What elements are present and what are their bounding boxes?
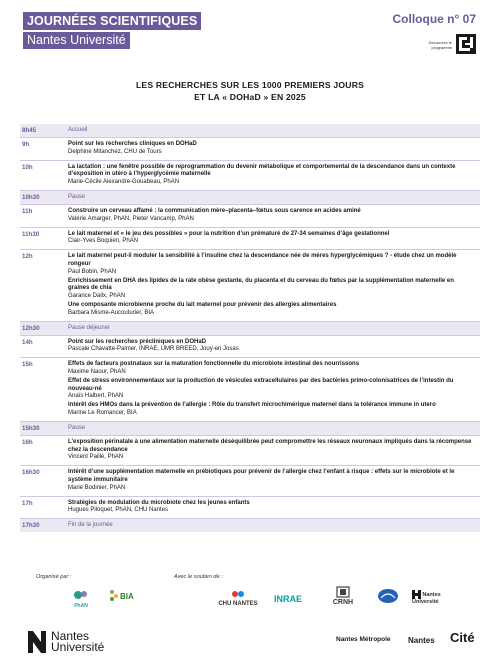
session-content xyxy=(68,466,480,495)
talk xyxy=(68,469,476,492)
session-content xyxy=(68,205,480,227)
colloque-number: Colloque n° 07 xyxy=(392,12,476,26)
session-content: Pause xyxy=(68,424,86,431)
talk xyxy=(68,339,476,355)
crnh-logo xyxy=(320,586,366,606)
nu-small-logo-text: Nantes Université xyxy=(412,591,441,605)
program-row xyxy=(20,249,480,320)
talk xyxy=(68,302,476,318)
talk-speaker: Delphine Mitanchez, CHU de Tours xyxy=(68,148,162,155)
talk xyxy=(68,439,476,462)
talk-speaker: Clair-Yves Boquien, PhAN xyxy=(68,238,139,245)
crnh-mark-icon xyxy=(336,586,350,598)
time-slot: 17h xyxy=(22,499,33,507)
title-line-1: LES RECHERCHES SUR LES 1000 PREMIERS JOURS xyxy=(135,80,365,90)
time-slot: 14h xyxy=(22,338,33,346)
qr-cell xyxy=(473,51,476,54)
fondation-logo xyxy=(370,588,406,605)
time-slot: 15h30 xyxy=(22,424,40,432)
program-row xyxy=(20,137,480,160)
talk-title: Effet de stress environnementaux sur la production de vésicules extracellulaires par des bactéries primo-colonisatrices de l’intestin du nouveau-né xyxy=(68,377,454,392)
talk xyxy=(68,402,476,418)
bia-mark-text: BIA xyxy=(120,592,134,601)
nantes-city-logo-text: Nantes xyxy=(408,636,435,645)
inrae-logo: INRAE xyxy=(273,594,302,604)
event-brand xyxy=(23,12,213,49)
program-row xyxy=(20,357,480,421)
talk-speaker: Paul Bobin, PhAN xyxy=(68,268,117,275)
title-line-2: ET LA « DOHaD » EN 2025 xyxy=(194,92,306,102)
talk-title: Effets de facteurs postnataux sur la maturation fonctionnelle du microbiote intestinal des nourrissons xyxy=(68,361,360,368)
time-slot: 16h xyxy=(22,438,33,446)
talk-title: Une composante microbienne proche du lait maternel pour prévenir des allergies alimentaires xyxy=(68,301,337,308)
session-content: Pause xyxy=(68,193,86,200)
crnh-logo-text: CRNH xyxy=(332,599,354,606)
chu-nantes-logo xyxy=(218,590,258,607)
nantes-universite-logo xyxy=(28,631,104,653)
organised-by-label: Organisé par : xyxy=(36,574,72,580)
nu-logo-line-2: Université xyxy=(51,640,105,654)
metropole-logo-text: Nantes Métropole xyxy=(336,636,391,643)
program-row-pause xyxy=(20,190,480,204)
bia-mark-icon xyxy=(108,588,132,602)
talk-title: Enrichissement en DHA des lipides de la rate obèse gestante, du placenta et du cerveau du fœtus par la supplémentation maternelle en graines de chia xyxy=(68,277,454,292)
program-row xyxy=(20,335,480,358)
time-slot: 11h30 xyxy=(22,230,40,238)
program-table xyxy=(20,124,480,532)
cite-logo xyxy=(450,630,475,645)
program-row xyxy=(20,465,480,495)
brand-subtitle: Nantes Université xyxy=(23,32,130,49)
talk-speaker: Marine Le Romancer, BIA xyxy=(68,409,137,416)
session-content xyxy=(68,161,480,190)
chu-mark-icon xyxy=(231,590,245,600)
program-row xyxy=(20,204,480,227)
time-slot: 15h xyxy=(22,361,33,369)
bia-logo xyxy=(100,588,140,603)
talk xyxy=(68,500,476,516)
talk-title: Intérêt des HMOs dans la prévention de l’allergie : Rôle du transfert microchimérique maternel dans la tolérance immune in utero xyxy=(68,402,436,409)
talk-speaker: Maxime Naour, PhAN xyxy=(68,368,126,375)
nantes-universite-small-logo xyxy=(412,590,462,605)
page-title xyxy=(0,79,500,103)
session-content: Fin de la journée xyxy=(68,522,113,529)
talk-title: Point sur les recherches précliniques en DOHaD xyxy=(68,338,207,345)
support-label: Avec le soutien de : xyxy=(174,574,223,580)
time-slot: 8h45 xyxy=(22,127,37,134)
talk-speaker: Marie Bodinier, PhAN xyxy=(68,484,126,491)
time-slot: 12h xyxy=(22,253,33,261)
talk xyxy=(68,278,476,301)
phan-logo-text: PhAN xyxy=(74,603,88,609)
fondation-mark-icon xyxy=(377,588,399,604)
chu-logo-text: CHU NANTES xyxy=(218,601,258,607)
talk xyxy=(68,253,476,276)
talk-speaker: Marie-Cécile Alexandre-Gouabeau, PhAN xyxy=(68,179,180,186)
talk-speaker: Hugues Piloquet, PhAN, CHU Nantes xyxy=(68,507,169,514)
talk-speaker: Pascale Chavatte-Palmer, INRAE, UMR BREED, Jouy-en Josas xyxy=(68,346,239,353)
session-content: Pause déjeuner xyxy=(68,324,111,331)
brand-title: JOURNÉES SCIENTIFIQUES xyxy=(23,12,201,30)
talk-speaker: Valérie Amarger, PhAN, Pieter Vancamp, PhAN xyxy=(68,215,194,222)
talk-title: Le lait maternel peut-il moduler la sensibilité à l’insuline chez la descendance née de mères hyperglycémiques ? - étude chez un modèle rongeur xyxy=(68,253,457,267)
nu-small-mark-icon xyxy=(412,590,421,599)
program-row xyxy=(20,435,480,465)
program-row xyxy=(20,160,480,190)
talk xyxy=(68,208,476,224)
session-content: Accueil xyxy=(68,127,88,133)
time-slot: 10h30 xyxy=(22,193,40,201)
talk-title: La lactation : une fenêtre possible de reprogrammation du devenir métabolique et comportemental de la descendance dans un contexte d’exposition in utéro à l’hyperglycémie maternelle xyxy=(68,163,456,178)
talk-title: L’exposition périnatale à une alimentation maternelle déséquilibrée peut compromettre les réseaux neuronaux impliqués dans la récompense chez la descendance xyxy=(68,438,472,453)
program-row xyxy=(20,496,480,519)
time-slot: 12h30 xyxy=(22,324,40,332)
qr-caption: Découvrez le programme xyxy=(428,40,452,50)
time-slot: 11h xyxy=(22,207,33,215)
talk-speaker: Vincent Paillé, PhAN xyxy=(68,454,124,461)
session-content xyxy=(68,358,480,421)
session-content xyxy=(68,436,480,465)
program-row-pause xyxy=(20,518,480,532)
session-content xyxy=(68,250,480,320)
talk-speaker: Garance Dalix, PhAN xyxy=(68,293,126,300)
cite-logo-text: Cité xyxy=(450,630,475,645)
talk xyxy=(68,231,476,247)
session-content xyxy=(68,497,480,519)
nantes-city-logo xyxy=(408,636,435,645)
talk-title: Intérêt d’une supplémentation maternelle en prébiotiques pour prévenir de l’allergie chez l’enfant à risque : effets sur le microbiote et le système immunitaire xyxy=(68,469,455,483)
nantes-metropole-logo xyxy=(336,636,391,643)
time-slot: 10h xyxy=(22,163,33,171)
talk xyxy=(68,164,476,187)
program-row-pause xyxy=(20,124,480,137)
talk-title: Point sur les recherches cliniques en DOHaD xyxy=(68,141,197,147)
program-row-pause xyxy=(20,321,480,335)
talk-title: Stratégies de modulation du microbiote chez les jeunes enfants xyxy=(68,499,250,506)
talk-title: Construire un cerveau affamé : la communication mère–placenta–fœtus sous carence en acides aminé xyxy=(68,207,361,214)
program-row xyxy=(20,227,480,250)
qr-code-icon[interactable] xyxy=(456,34,476,54)
session-content xyxy=(68,138,480,160)
time-slot: 16h30 xyxy=(22,469,40,477)
talk xyxy=(68,361,476,377)
session-content xyxy=(68,336,480,358)
talk xyxy=(68,141,476,157)
talk-speaker: Anaïs Halbert, PhAN xyxy=(68,393,124,400)
nu-logo-line-1: Nantes xyxy=(51,629,90,643)
talk xyxy=(68,378,476,401)
talk-speaker: Barbara Misme-Aucouturier, BIA xyxy=(68,309,155,316)
phan-mark-icon xyxy=(72,588,90,602)
phan-logo xyxy=(66,588,96,609)
nantes-universite-mark-icon xyxy=(28,631,46,653)
program-row-pause xyxy=(20,421,480,435)
talk-title: Le lait maternel et « le jeu des possibles » pour la nutrition d’un prématuré de 27-34 semaines d’âge gestationnel xyxy=(68,230,390,237)
time-slot: 17h30 xyxy=(22,522,40,530)
session-content xyxy=(68,228,480,250)
time-slot: 9h xyxy=(22,141,30,148)
